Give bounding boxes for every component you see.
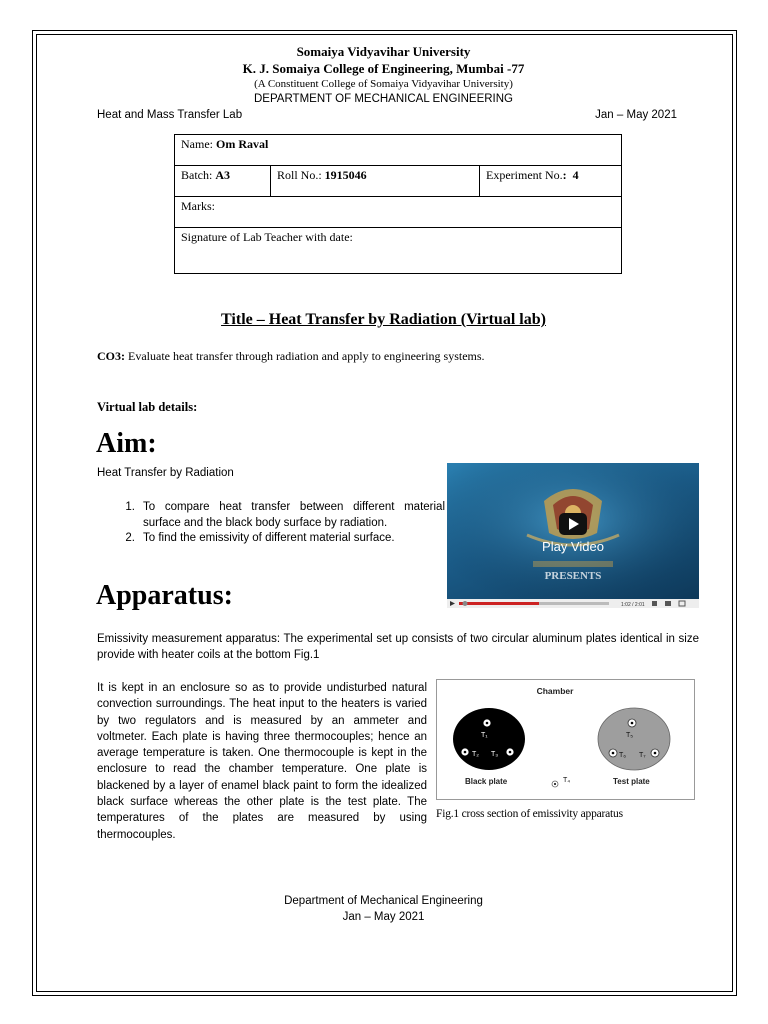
black-plate-label: Black plate — [465, 777, 508, 786]
figure-caption: Fig.1 cross section of emissivity apparatus — [436, 808, 623, 820]
test-plate-shape — [598, 708, 670, 770]
list-item: 2. To find the emissivity of different material surface. — [125, 532, 395, 544]
volume-icon[interactable] — [652, 601, 657, 606]
name-cell: Name: Om Raval — [175, 135, 622, 166]
course-outcome: CO3: Evaluate heat transfer through radiation and apply to engineering systems. — [97, 349, 485, 363]
apparatus-paragraph-1: Emissivity measurement apparatus: The experimental set up consists of two circular aluminum plates identical in size provide with heater coils at the bottom Fig.1 — [97, 633, 699, 661]
apparatus-heading: Apparatus: — [96, 580, 233, 611]
video-player[interactable] — [447, 463, 699, 608]
student-name: Om Raval — [216, 137, 269, 151]
test-plate-label: Test plate — [613, 777, 650, 786]
settings-icon[interactable] — [665, 601, 671, 606]
svg-text:T₄: T₄ — [563, 777, 571, 784]
term-header: Jan – May 2021 — [595, 109, 677, 121]
footer-department: Department of Mechanical Engineering — [284, 895, 483, 907]
apparatus-paragraph-2: It is kept in an enclosure so as to provide undisturbed natural convection surroundings. The heat input to the heaters is varied by two regulators and is measured by an ammeter and voltmeter. Each plate is having three thermocouples; hence an average temperature is taken. One thermocouple is kept in the enclosure to read the chamber temperature. One plate is blackened by a layer of enamel black paint to form the idealized black surface whereas the other plate is the test plate. The temperatures of the plates are measured by using thermocouples. — [97, 682, 427, 841]
experiment-value: 4 — [572, 168, 579, 182]
footer-term: Jan – May 2021 — [342, 911, 425, 923]
student-info-table — [174, 134, 622, 274]
department-name: DEPARTMENT OF MECHANICAL ENGINEERING — [254, 93, 513, 105]
aim-heading: Aim: — [96, 428, 157, 459]
aim-subtitle: Heat Transfer by Radiation — [97, 467, 234, 479]
marks-cell: Marks: — [175, 197, 622, 228]
signature-cell: Signature of Lab Teacher with date: — [175, 228, 622, 274]
aim-list — [97, 500, 445, 547]
virtual-lab-heading: Virtual lab details: — [97, 400, 198, 414]
college-name: K. J. Somaiya College of Engineering, Mumbai -77 — [242, 61, 525, 76]
black-plate-shape — [453, 708, 525, 770]
play-video-label: Play Video — [542, 539, 604, 554]
svg-text:T₂: T₂ — [472, 751, 479, 758]
batch-value: A3 — [215, 168, 230, 182]
video-thumbnail — [447, 463, 699, 608]
lab-name: Heat and Mass Transfer Lab — [97, 109, 243, 121]
university-name: Somaiya Vidyavihar University — [296, 44, 471, 59]
svg-text:T₃: T₃ — [491, 751, 499, 758]
roll-value: 1915046 — [324, 168, 367, 182]
svg-text:T₇: T₇ — [639, 752, 646, 759]
svg-text:T₆: T₆ — [619, 752, 627, 759]
batch-cell: Batch: A3 — [175, 166, 271, 197]
svg-text:T₁: T₁ — [481, 732, 488, 739]
constituent-note: (A Constituent College of Somaiya Vidyavihar University) — [254, 78, 513, 90]
list-item: 1. To compare heat transfer between different material surface and the black body surface by radiation. — [125, 501, 445, 529]
emissivity-apparatus-figure — [436, 679, 695, 800]
chamber-label: Chamber — [536, 686, 574, 696]
experiment-title: Title – Heat Transfer by Radiation (Virtual lab) — [221, 311, 546, 328]
svg-text:T₅: T₅ — [626, 732, 634, 739]
roll-cell: Roll No.: 1915046 — [271, 166, 480, 197]
video-time: 1:02 / 2:01 — [621, 602, 645, 608]
presents-label: PRESENTS — [544, 570, 602, 582]
experiment-cell: Experiment No.: 4 — [480, 166, 622, 197]
